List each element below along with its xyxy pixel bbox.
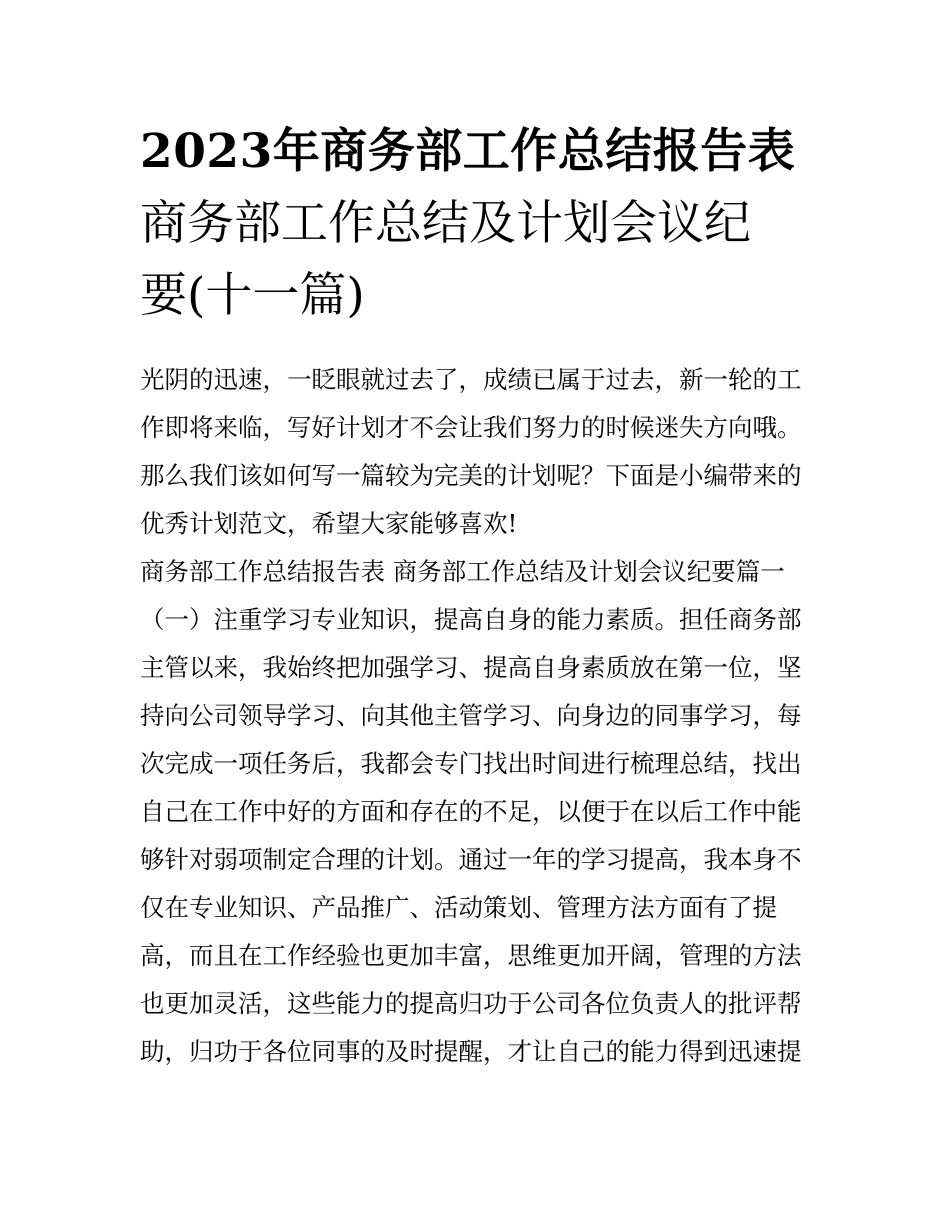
document-title: [140, 116, 840, 332]
body-line: 仅在专业知识、产品推广、活动策划、管理方法方面有了提: [140, 893, 777, 922]
body-line: 高，而且在工作经验也更加丰富，思维更加开阔，管理的方法: [140, 941, 802, 970]
body-line: 作即将来临，写好计划才不会让我们努力的时候迷失方向哦。: [140, 413, 802, 442]
body-line: 那么我们该如何写一篇较为完美的计划呢？下面是小编带来的: [140, 461, 802, 490]
body-line: 持向公司领导学习、向其他主管学习、向身边的同事学习，每: [140, 701, 802, 730]
body-line: 够针对弱项制定合理的计划。通过一年的学习提高，我本身不: [140, 845, 802, 874]
body-line: 次完成一项任务后，我都会专门找出时间进行梳理总结，找出: [140, 749, 802, 778]
body-line: 助，归功于各位同事的及时提醒，才让自己的能力得到迅速提: [140, 1037, 802, 1066]
document-body: [140, 356, 820, 1076]
title-line-1: 2023年商务部工作总结报告表: [140, 124, 796, 179]
body-line: 自己在工作中好的方面和存在的不足，以便于在以后工作中能: [140, 797, 802, 826]
title-line-2: 商务部工作总结及计划会议纪: [140, 196, 751, 251]
body-line: 也更加灵活，这些能力的提高归功于公司各位负责人的批评帮: [140, 989, 802, 1018]
body-line: （一）注重学习专业知识，提高自身的能力素质。担任商务部: [140, 605, 802, 634]
body-line: 光阴的迅速，一眨眼就过去了，成绩已属于过去，新一轮的工: [140, 365, 802, 394]
title-line-3: 要(十一篇): [140, 268, 365, 323]
body-line: 主管以来，我始终把加强学习、提高自身素质放在第一位，坚: [140, 653, 802, 682]
section-heading: 商务部工作总结报告表 商务部工作总结及计划会议纪要篇一: [140, 557, 785, 586]
body-line: 优秀计划范文，希望大家能够喜欢!: [140, 509, 518, 538]
